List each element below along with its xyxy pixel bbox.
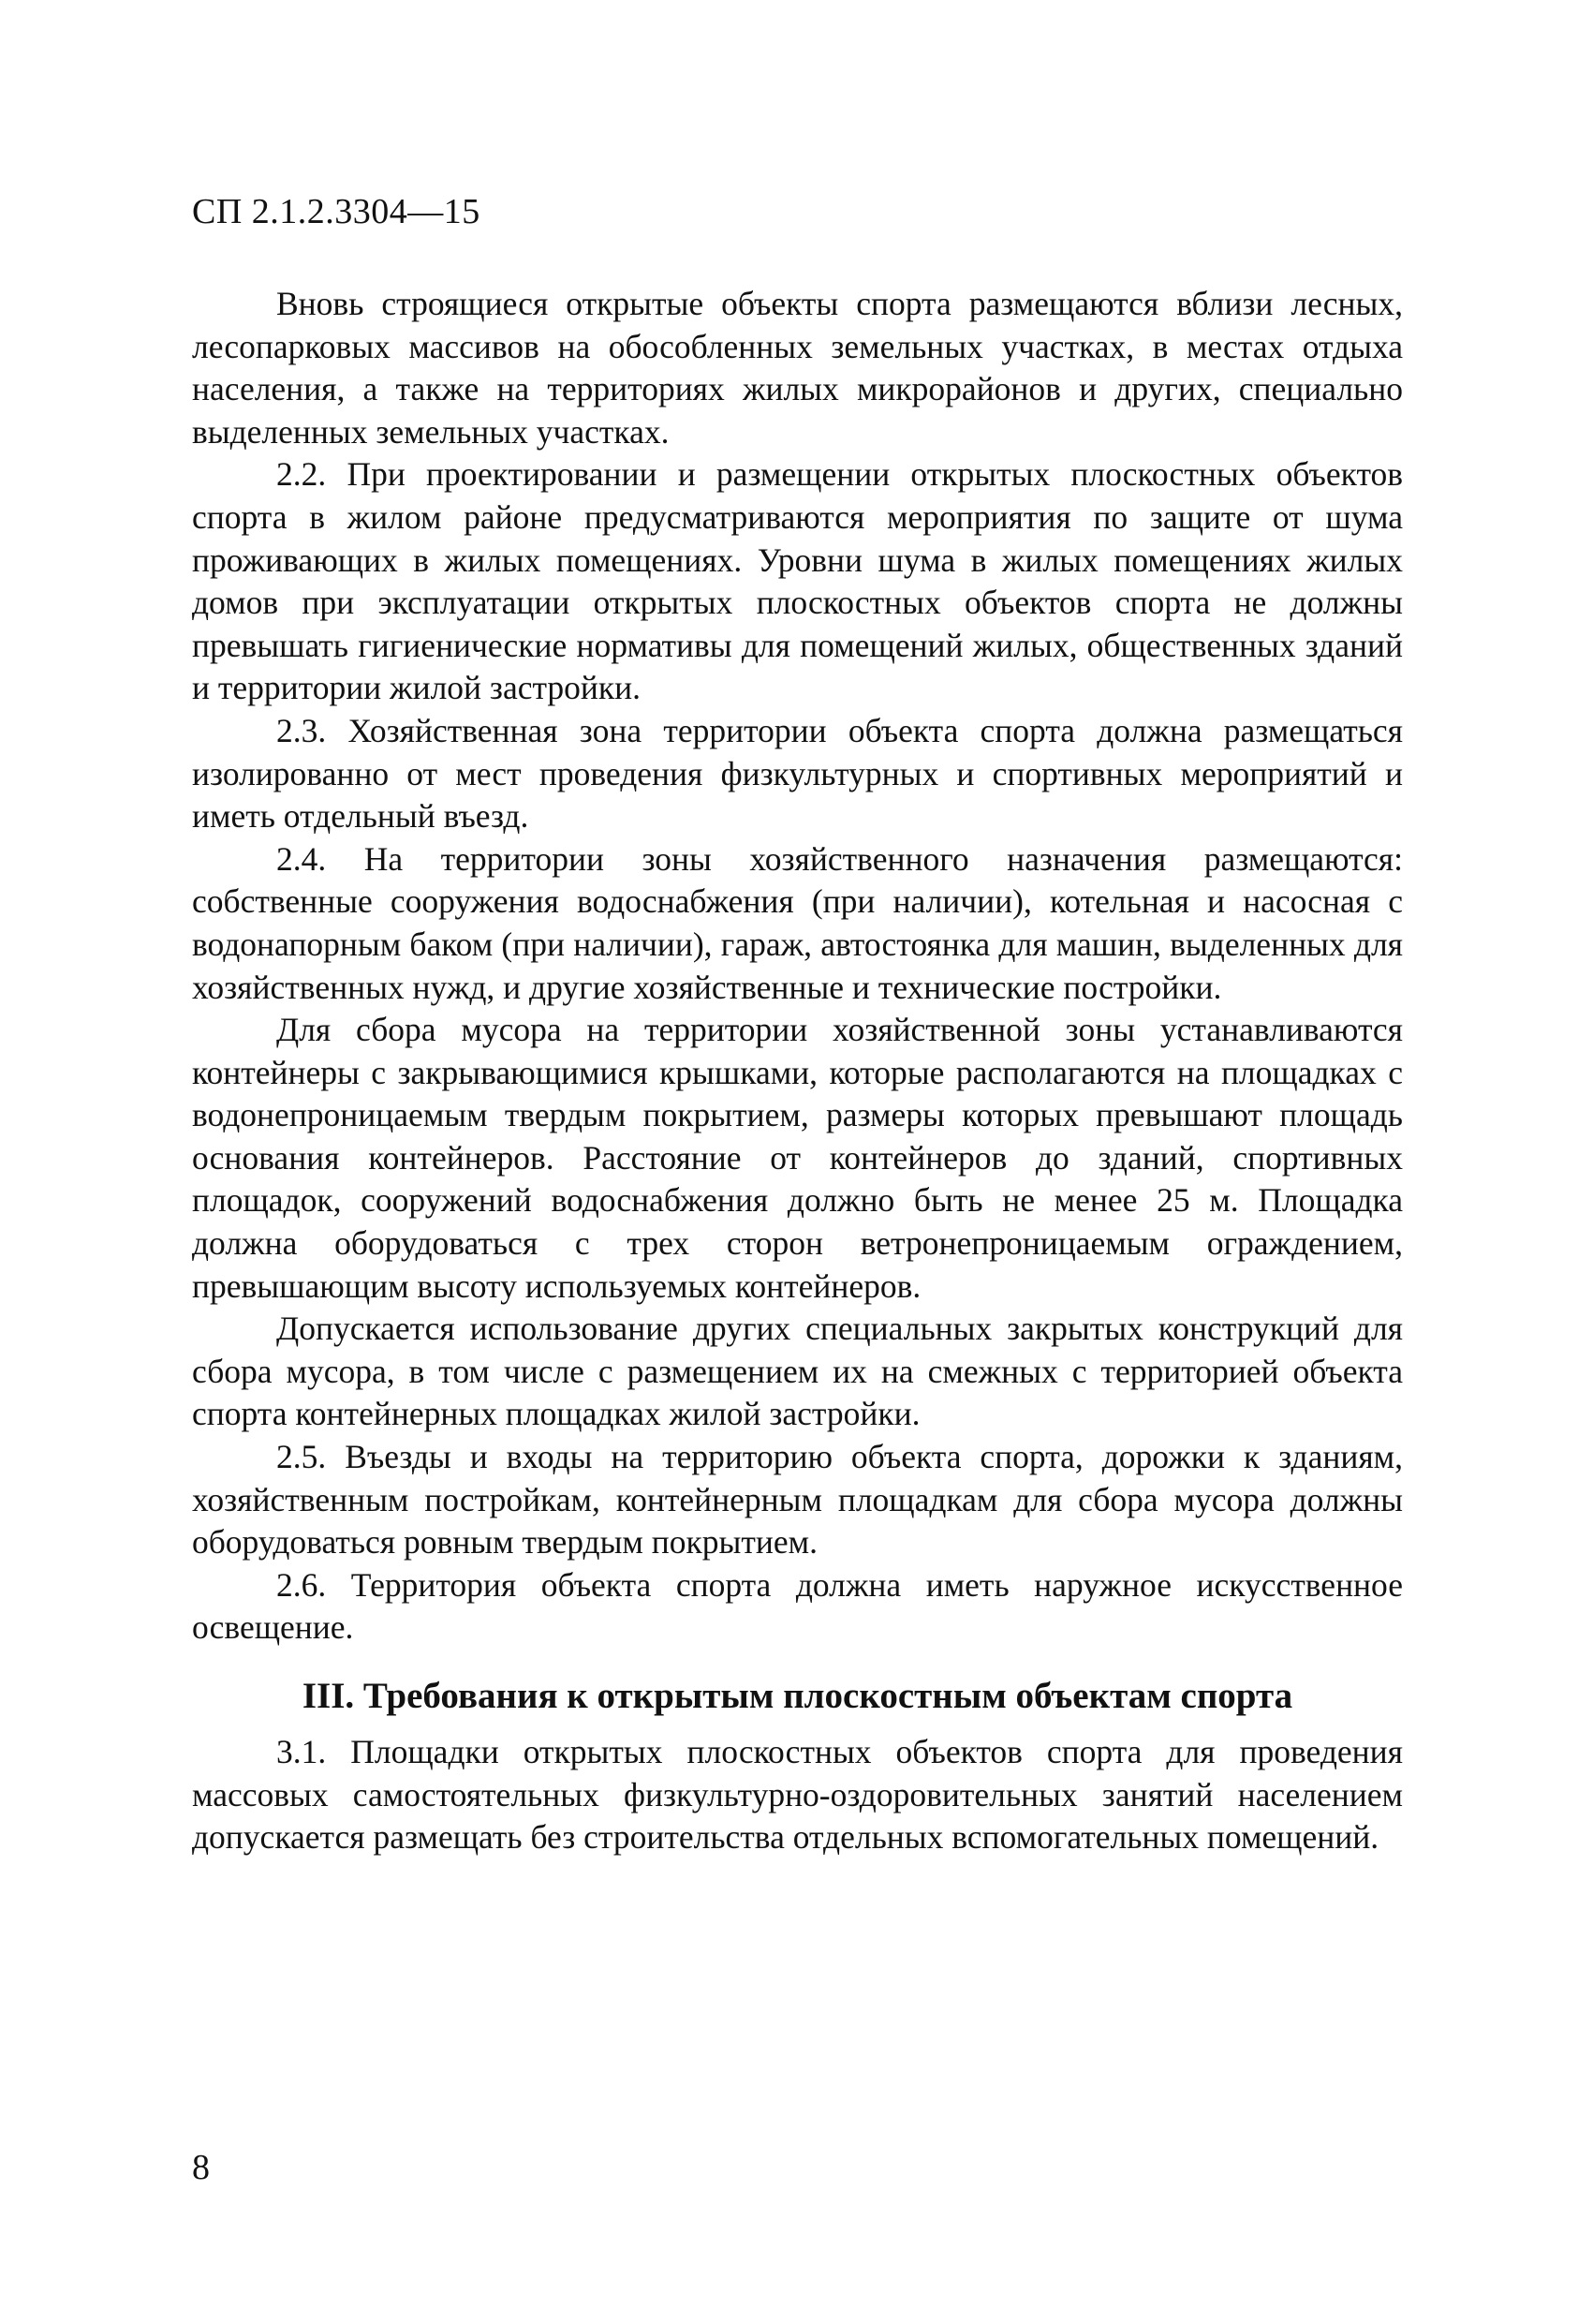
paragraph-other-constructions: Допускается использование других специальных закрытых конструкций для сбора мусора, в том числе с размещением их на смежных с территорией объекта спорта контейнерных площадках жилой застройки. [192, 1310, 1403, 1433]
page-number: 8 [192, 2148, 210, 2187]
document-body [192, 283, 1403, 1859]
document-code-header: СП 2.1.2.3304—15 [192, 192, 480, 231]
paragraph-2-4: 2.4. На территории зоны хозяйственного назначения размещаются: собственные сооружения водоснабжения (при наличии), котельная и насосная с водонапорным баком (при наличии), гараж, автостоянка для машин, выделенных для хозяйственных нужд, и другие хозяйственные и технические постройки. [192, 839, 1403, 1006]
section-heading: III. Требования к открытым плоскостным объектам спорта [302, 1676, 1293, 1716]
paragraph-2-2: 2.2. При проектировании и размещении открытых плоскостных объектов спорта в жилом районе предусматриваются мероприятия по защите от шума проживающих в жилых помещениях. Уровни шума в жилых помещениях жилых домов при эксплуатации открытых плоскостных объектов спорта не должны превышать гигиенические нормативы для помещений жилых, общественных зданий и территории жилой застройки. [192, 455, 1403, 707]
paragraph-waste-collection: Для сбора мусора на территории хозяйственной зоны устанавливаются контейнеры с закрывающимися крышками, которые располагаются на площадках с водонепроницаемым твердым покрытием, размеры которых превышают площадь основания контейнеров. Расстояние от контейнеров до зданий, спортивных площадок, сооружений водоснабжения должно быть не менее 25 м. Площадка должна оборудоваться с трех сторон ветронепроницаемым ограждением, превышающим высоту используемых контейнеров. [192, 1011, 1403, 1305]
paragraph-2-6: 2.6. Территория объекта спорта должна иметь наружное искусственное освещение. [192, 1565, 1403, 1647]
paragraph-3-1: 3.1. Площадки открытых плоскостных объектов спорта для проведения массовых самостоятельных физкультурно-оздоровительных занятий населением допускается размещать без строительства отдельных вспомогательных помещений. [192, 1733, 1403, 1857]
paragraph-intro: Вновь строящиеся открытые объекты спорта размещаются вблизи лесных, лесопарковых массивов на обособленных земельных участках, в местах отдыха населения, а также на территориях жилых микрорайонов и других, специально выделенных земельных участках. [192, 285, 1403, 451]
paragraph-2-5: 2.5. Въезды и входы на территорию объекта спорта, дорожки к зданиям, хозяйственным постройкам, контейнерным площадкам для сбора мусора должны оборудоваться ровным твердым покрытием. [192, 1438, 1403, 1562]
paragraph-2-3: 2.3. Хозяйственная зона территории объекта спорта должна размещаться изолированно от мест проведения физкультурных и спортивных мероприятий и иметь отдельный въезд. [192, 711, 1403, 836]
